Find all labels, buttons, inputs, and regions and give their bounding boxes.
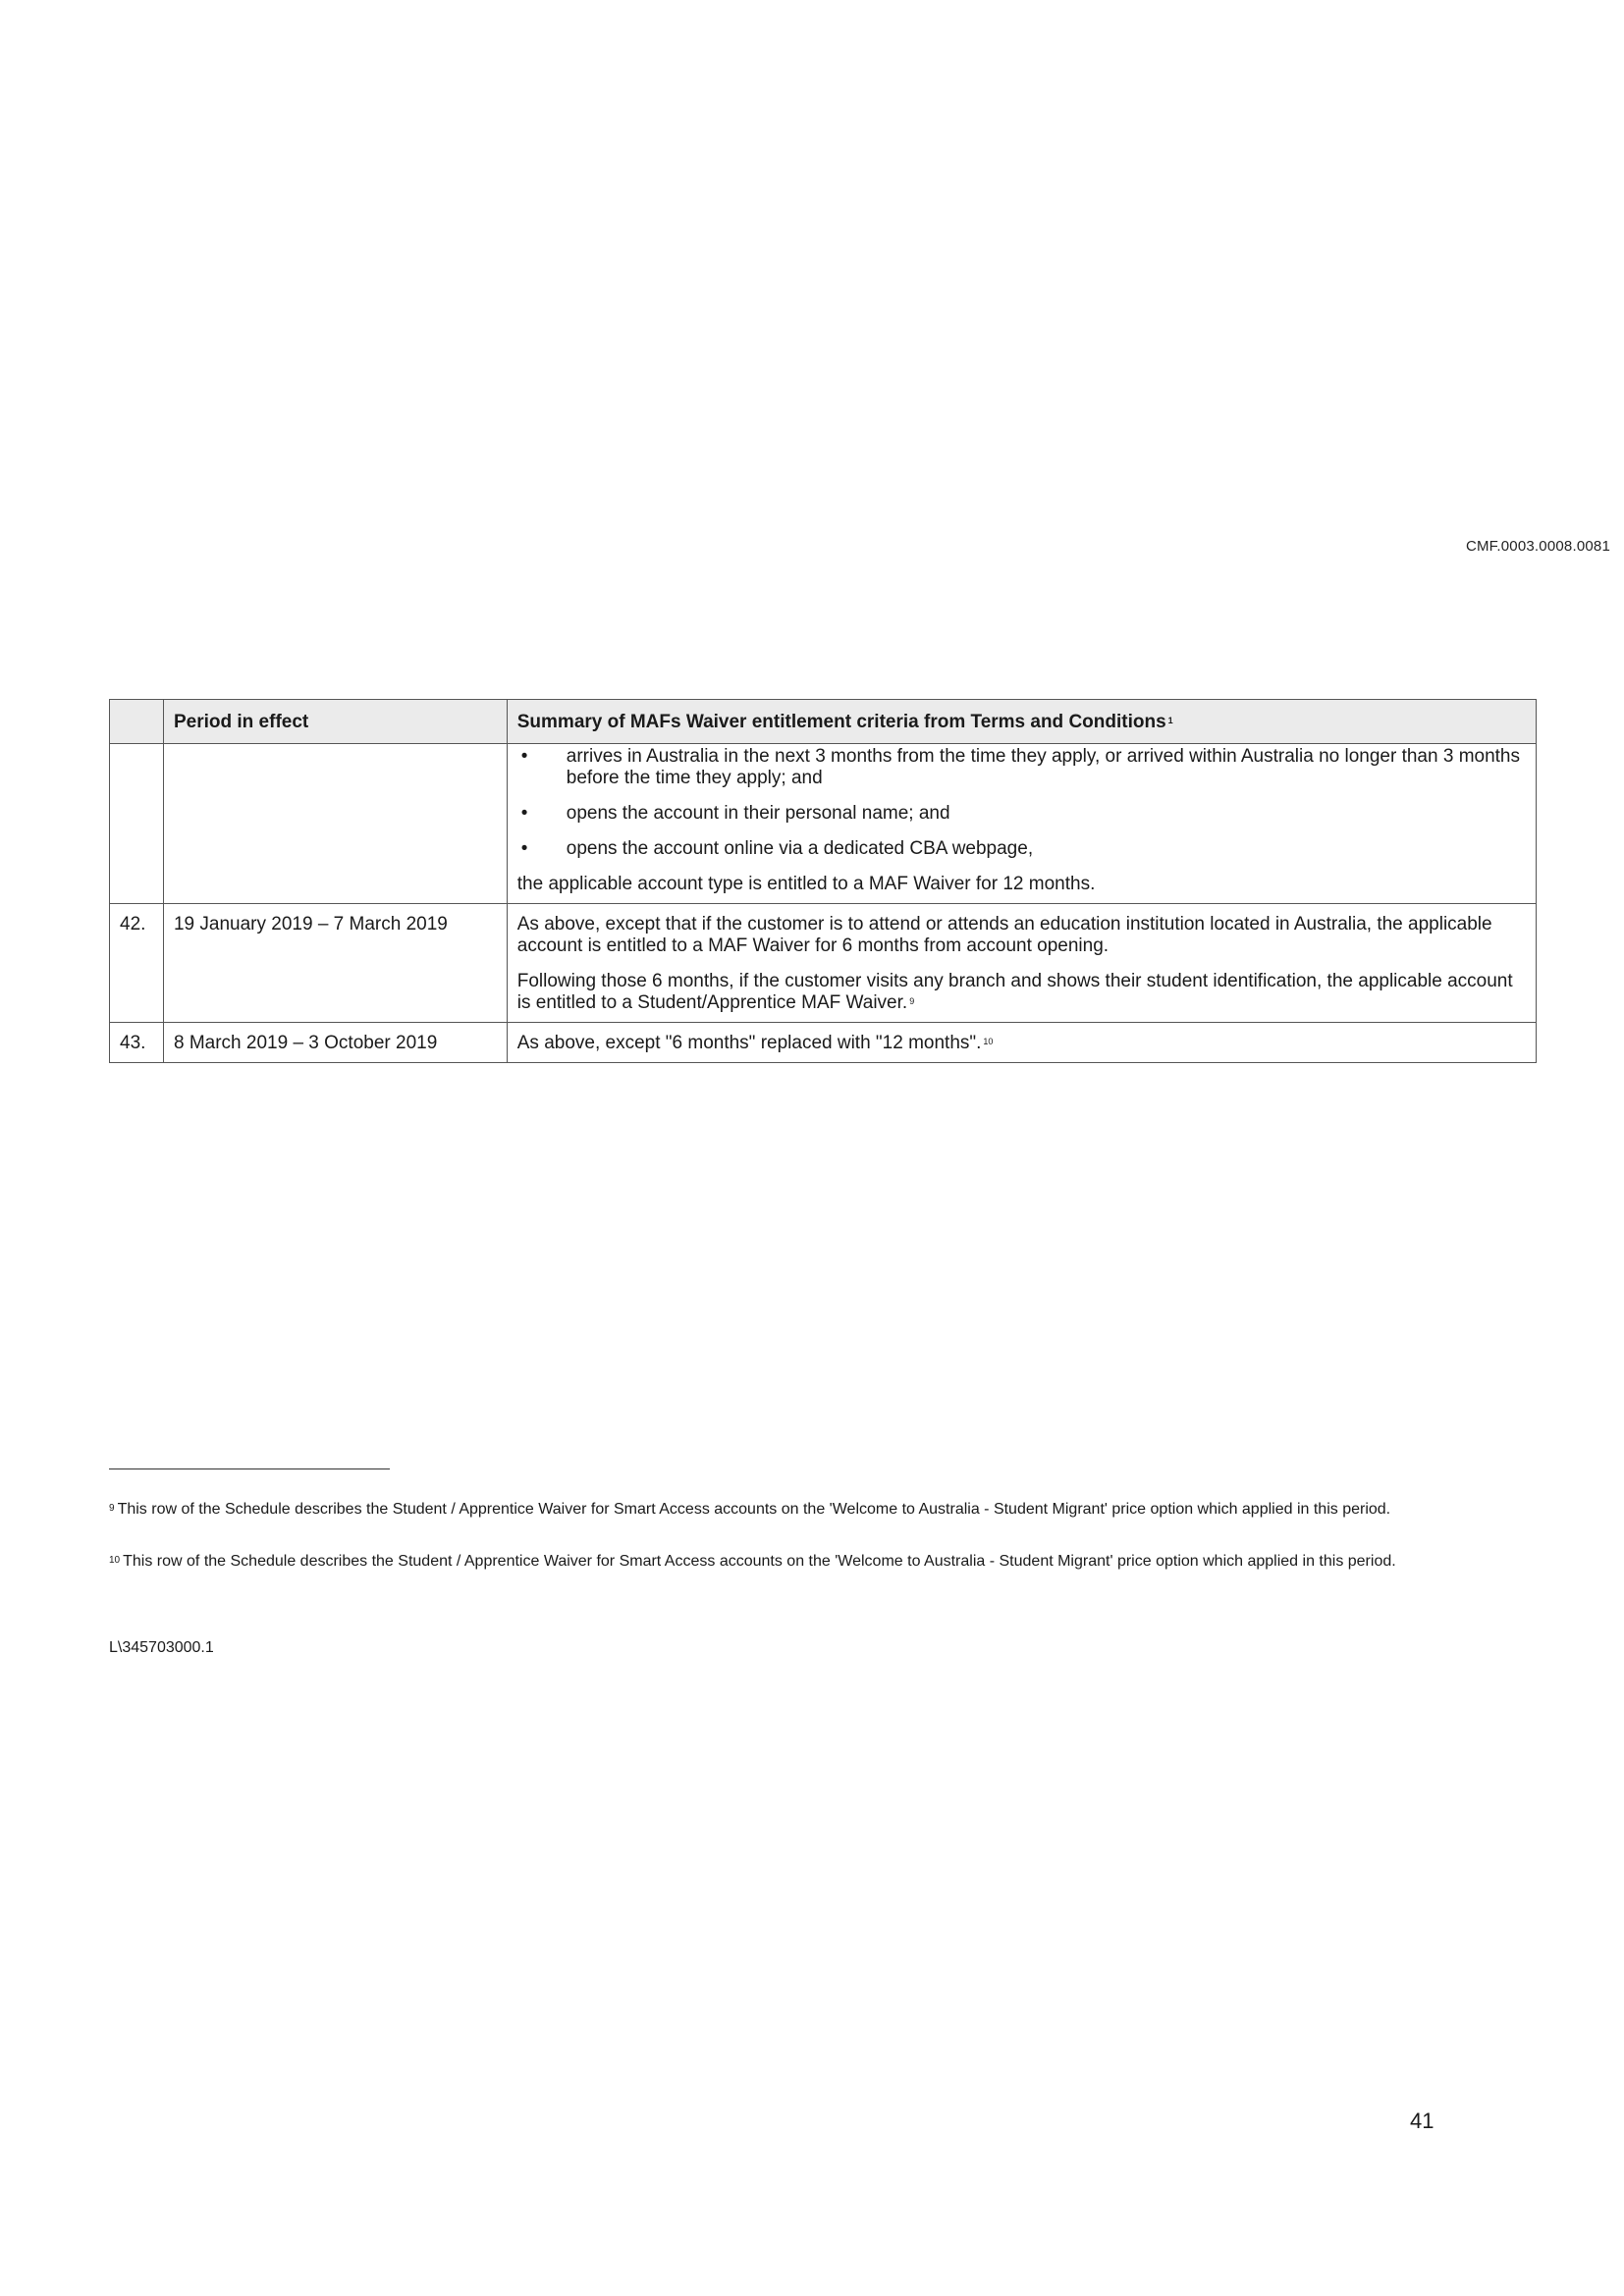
table-row bbox=[110, 744, 1537, 904]
footnote-mark: 10 bbox=[109, 1555, 121, 1566]
bullet-text: opens the account in their personal name; and bbox=[566, 803, 950, 824]
bullet-text: opens the account online via a dedicated CBA webpage, bbox=[566, 838, 1034, 859]
list-item bbox=[517, 838, 1526, 860]
document-id: CMF.0003.0008.0081 bbox=[1465, 538, 1610, 555]
header-number bbox=[110, 700, 164, 744]
row-number: 43. bbox=[110, 1023, 164, 1063]
bullet-icon: • bbox=[520, 838, 528, 859]
bullet-text: arrives in Australia in the next 3 months from the time they apply, or arrived within Australia no longer than 3 months before the time they apply; and bbox=[566, 746, 1520, 788]
list-item bbox=[517, 803, 1526, 825]
schedule-table bbox=[109, 699, 1537, 1063]
footnote bbox=[109, 1500, 1503, 1519]
header-summary bbox=[507, 700, 1536, 744]
summary-text: Following those 6 months, if the customer visits any branch and shows their student identification, the applicable account is entitled to a Student/Apprentice MAF Waiver. bbox=[516, 971, 1513, 1013]
bullet-icon: • bbox=[520, 746, 528, 767]
row-period: 19 January 2019 – 7 March 2019 bbox=[163, 904, 507, 1023]
page-number: 41 bbox=[1410, 2109, 1435, 2133]
footnote-text: This row of the Schedule describes the Student / Apprentice Waiver for Smart Access accounts on the 'Welcome to Australia - Student Migrant' price option which applied in this period. bbox=[117, 1501, 1391, 1518]
summary-paragraph bbox=[517, 971, 1526, 1014]
document-reference: L\345703000.1 bbox=[109, 1639, 214, 1656]
row-number: 42. bbox=[110, 904, 164, 1023]
closing-text: the applicable account type is entitled to a MAF Waiver for 12 months. bbox=[516, 874, 1096, 894]
footnote-mark: 9 bbox=[109, 1503, 115, 1514]
summary-text: As above, except "6 months" replaced with "12 months". bbox=[516, 1033, 982, 1053]
header-period: Period in effect bbox=[163, 700, 507, 744]
table-row bbox=[110, 904, 1537, 1023]
row-period-cell bbox=[163, 744, 507, 904]
summary-paragraph bbox=[517, 1033, 1526, 1054]
list-item bbox=[517, 746, 1526, 789]
footnote-ref: 10 bbox=[983, 1037, 994, 1046]
table-header-row bbox=[110, 700, 1537, 744]
table-row bbox=[110, 1023, 1537, 1063]
row-summary bbox=[507, 904, 1536, 1023]
row-number-cell bbox=[110, 744, 164, 904]
footnote-ref: 9 bbox=[909, 996, 915, 1006]
footnote-divider bbox=[109, 1468, 390, 1469]
row-summary bbox=[507, 1023, 1536, 1063]
row-period: 8 March 2019 – 3 October 2019 bbox=[163, 1023, 507, 1063]
header-summary-label: Summary of MAFs Waiver entitlement criteria from Terms and Conditions bbox=[516, 712, 1166, 732]
row-summary-cell bbox=[507, 744, 1536, 904]
summary-paragraph: As above, except that if the customer is to attend or attends an education institution located in Australia, the applicable account is entitled to a MAF Waiver for 6 months from account opening. bbox=[516, 914, 1492, 956]
footnote-text: This row of the Schedule describes the Student / Apprentice Waiver for Smart Access accounts on the 'Welcome to Australia - Student Migrant' price option which applied in this period. bbox=[123, 1553, 1396, 1570]
bullet-icon: • bbox=[520, 803, 528, 824]
footnote-ref: 1 bbox=[1167, 716, 1173, 725]
footnote bbox=[109, 1552, 1503, 1571]
